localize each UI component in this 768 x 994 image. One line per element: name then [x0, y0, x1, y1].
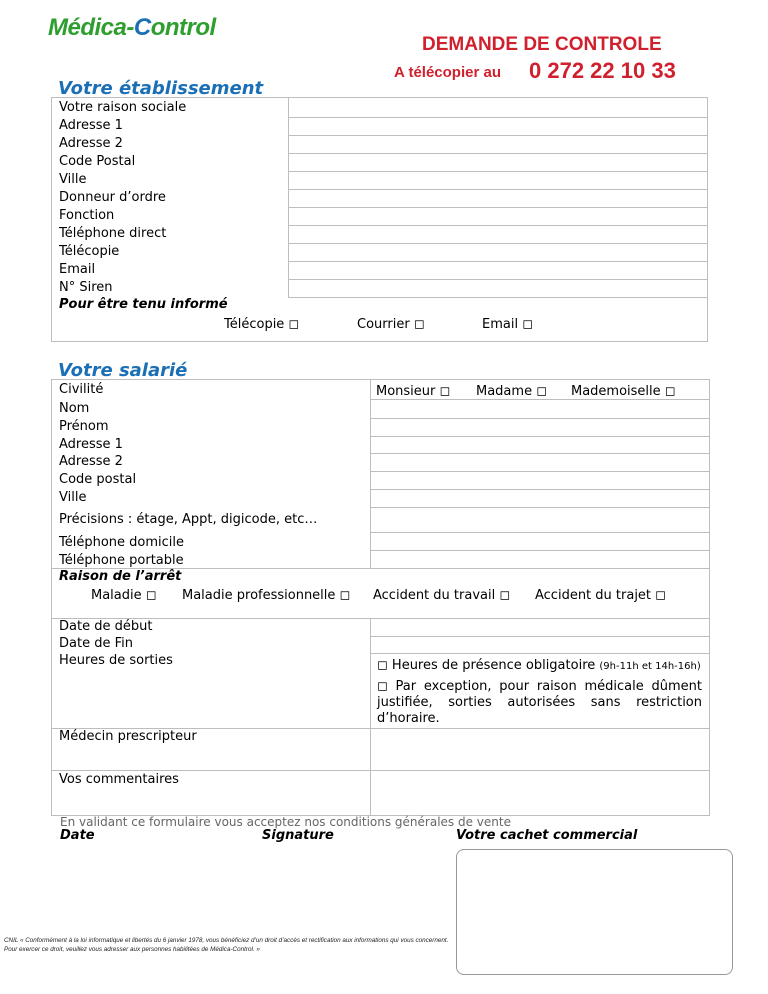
civility-label: Civilité: [59, 382, 104, 397]
employee-field-label: Ville: [59, 490, 87, 505]
phone-mobile-label: Téléphone portable: [59, 553, 184, 568]
establishment-field-input[interactable]: [290, 136, 706, 152]
civility-madame[interactable]: Madame ◻: [476, 384, 547, 399]
employee-field-input[interactable]: [372, 454, 708, 470]
page-title: DEMANDE DE CONTROLE: [422, 34, 662, 55]
cnil-notice: CNIL « Conformément à la loi informatique et libertés du 6 janvier 1978, vous bénéficiez d’un droit d’accès et rectification aux informations qui vous concernent. Pour exercer ce droit, veuillez vous adresser aux personnes habilitées de Médica-Control. »: [4, 937, 449, 953]
stamp-label: Votre cachet commercial: [456, 828, 638, 843]
logo-text-1: Médica-: [48, 14, 134, 41]
option-exception[interactable]: ◻ Par exception, pour raison médicale dûment justifiée, sorties autorisées sans restriction d’horaire.: [377, 679, 702, 726]
phone-home-label: Téléphone domicile: [59, 535, 185, 550]
employee-field-label: Adresse 2: [59, 454, 123, 470]
logo-text-2: C: [133, 14, 151, 41]
employee-field-input[interactable]: [372, 419, 708, 435]
establishment-field-label: Adresse 2: [59, 136, 123, 151]
establishment-field-label: Télécopie: [59, 244, 120, 259]
establishment-field-label: Votre raison sociale: [59, 100, 187, 115]
option-mandatory-hours-range: (9h-11h et 14h-16h): [599, 661, 701, 672]
establishment-field-label: Code Postal: [59, 154, 136, 169]
employee-field-label: Prénom: [59, 418, 109, 434]
reason-maladie-pro[interactable]: Maladie professionnelle ◻: [182, 588, 351, 603]
establishment-field-label: Donneur d’ordre: [59, 190, 166, 205]
reason-accident-travail[interactable]: Accident du travail ◻: [373, 588, 511, 603]
inform-title: Pour être tenu informé: [59, 297, 228, 312]
option-mandatory-hours[interactable]: [377, 658, 701, 673]
establishment-field-label: N° Siren: [59, 280, 113, 295]
establishment-field-label: Email: [59, 262, 96, 277]
establishment-field-row-line: [289, 297, 707, 298]
establishment-field-input[interactable]: [290, 244, 706, 260]
establishment-field-input[interactable]: [290, 100, 706, 116]
establishment-field-input[interactable]: [290, 226, 706, 242]
employee-field-input[interactable]: [372, 472, 708, 488]
establishment-field-input[interactable]: [290, 262, 706, 278]
establishment-field-input[interactable]: [290, 190, 706, 206]
employee-field-input[interactable]: [372, 401, 708, 417]
establishment-field-input[interactable]: [290, 118, 706, 134]
medica-control-logo: [48, 14, 216, 42]
establishment-field-label: Téléphone direct: [59, 226, 167, 241]
civility-mademoiselle[interactable]: Mademoiselle ◻: [571, 384, 676, 399]
stamp-box[interactable]: [456, 849, 733, 975]
option-mandatory-hours-text: ◻ Heures de présence obligatoire: [377, 658, 596, 673]
signature-label: Signature: [262, 828, 334, 843]
inform-option-email[interactable]: Email ◻: [482, 317, 533, 332]
reason-accident-trajet[interactable]: Accident du trajet ◻: [535, 588, 666, 603]
reason-title: Raison de l’arrêt: [59, 569, 182, 584]
fax-label: A télécopier au: [394, 64, 501, 81]
reason-maladie[interactable]: Maladie ◻: [91, 588, 157, 603]
establishment-field-label: Fonction: [59, 208, 115, 223]
doctor-label: Médecin prescripteur: [59, 729, 197, 744]
employee-field-input[interactable]: [372, 437, 708, 453]
exit-hours-label: Heures de sorties: [59, 653, 173, 668]
comments-label: Vos commentaires: [59, 772, 179, 787]
date-start-label: Date de début: [59, 619, 153, 634]
precisions-label: Précisions : étage, Appt, digicode, etc…: [59, 512, 318, 527]
date-end-label: Date de Fin: [59, 636, 133, 651]
establishment-title: Votre établissement: [58, 78, 264, 99]
establishment-field-input[interactable]: [290, 280, 706, 296]
inform-option-fax[interactable]: Télécopie ◻: [224, 317, 300, 332]
employee-field-label: Nom: [59, 401, 90, 416]
establishment-field-label: Ville: [59, 172, 87, 187]
date-label: Date: [60, 828, 95, 843]
establishment-field-label: Adresse 1: [59, 118, 123, 133]
logo-text-3: ontrol: [150, 14, 216, 41]
cgv-notice: En validant ce formulaire vous acceptez nos conditions générales de vente: [60, 815, 511, 829]
establishment-field-input[interactable]: [290, 154, 706, 170]
civility-monsieur[interactable]: Monsieur ◻: [376, 384, 451, 399]
establishment-field-input[interactable]: [290, 172, 706, 188]
employee-field-label: Adresse 1: [59, 436, 123, 452]
establishment-field-input[interactable]: [290, 208, 706, 224]
employee-field-label: Code postal: [59, 472, 137, 488]
employee-title: Votre salarié: [58, 360, 188, 381]
inform-option-mail[interactable]: Courrier ◻: [357, 317, 425, 332]
fax-number: 0 272 22 10 33: [529, 58, 676, 83]
employee-field-input[interactable]: [372, 490, 708, 506]
